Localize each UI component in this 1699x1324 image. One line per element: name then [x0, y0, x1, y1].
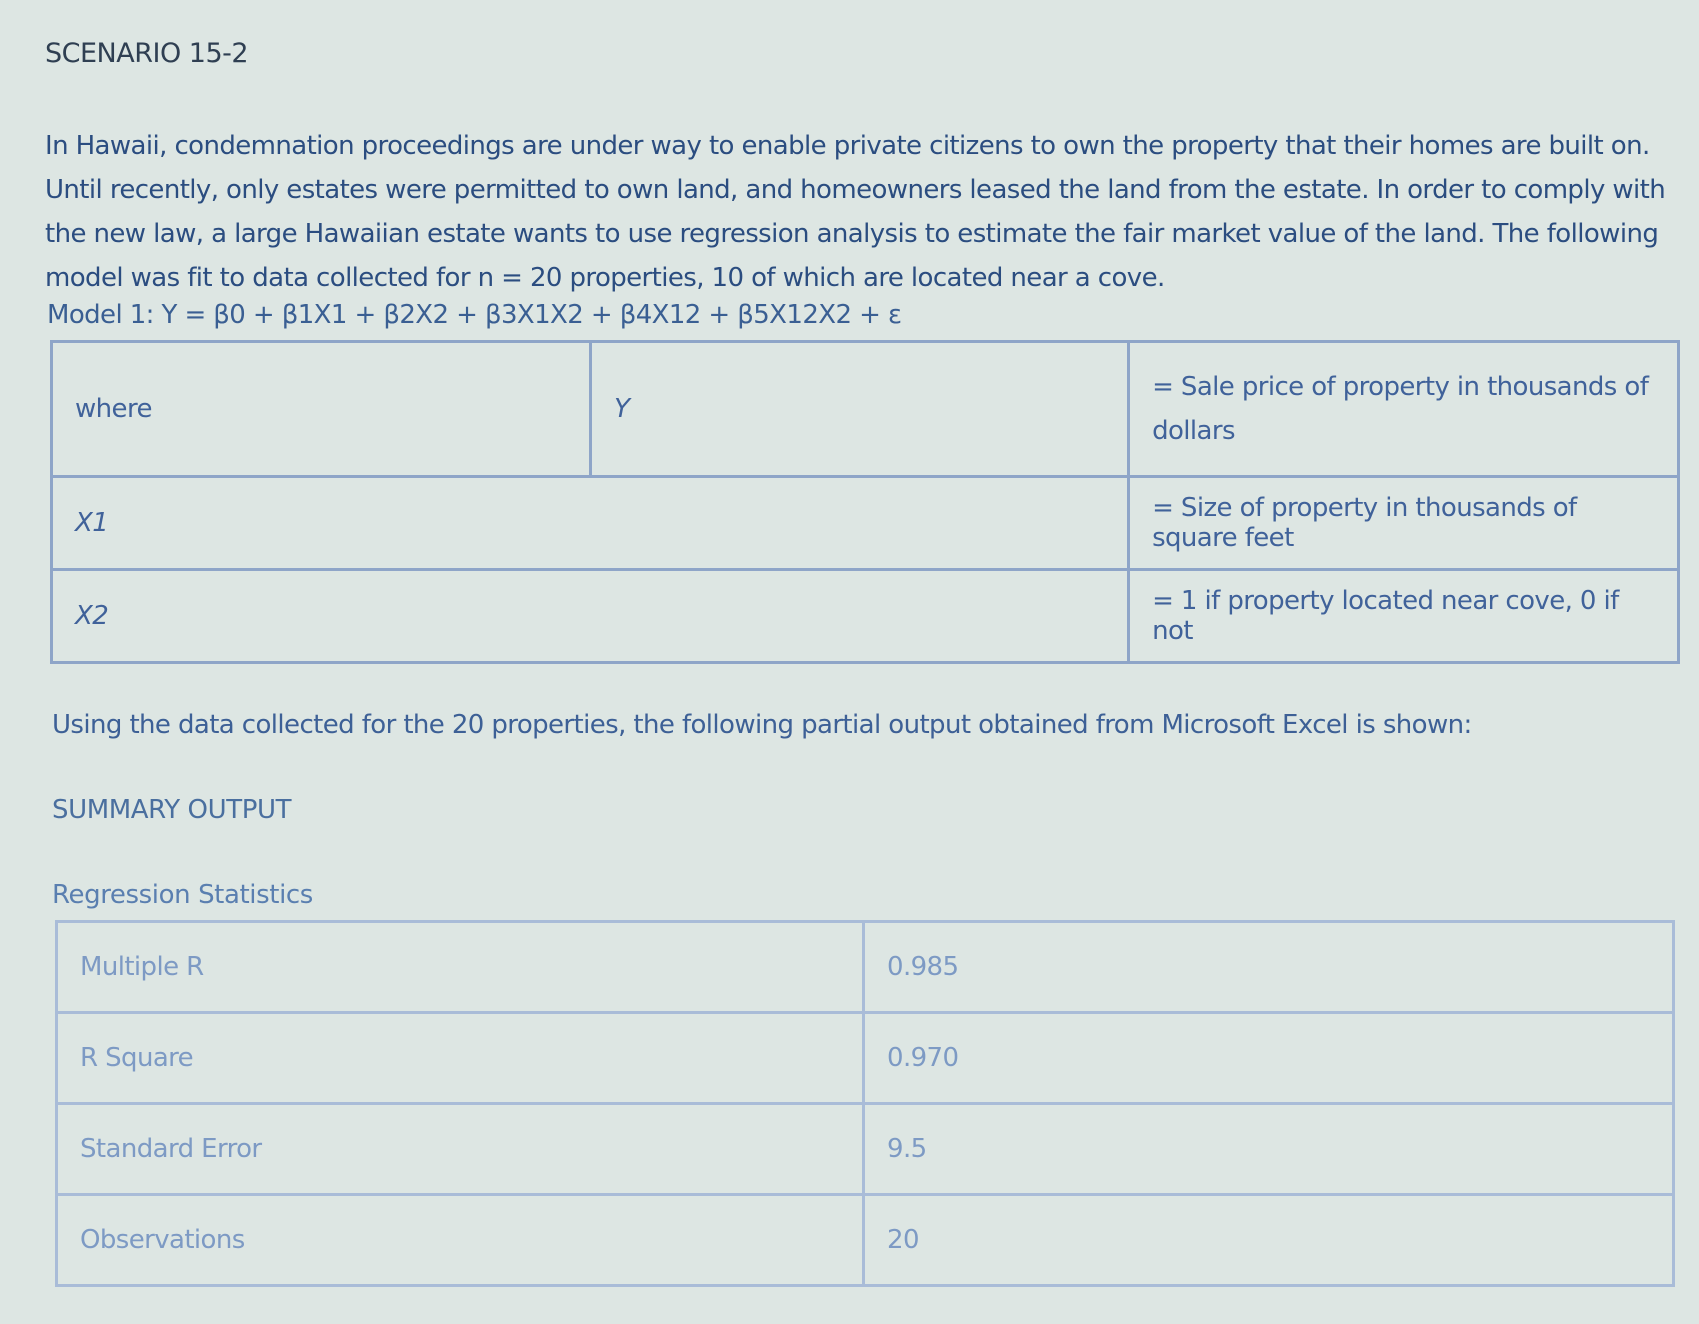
where-label: where — [52, 342, 591, 477]
table-row — [52, 477, 1679, 570]
stat-label: Observations — [57, 1195, 864, 1286]
variable-y-definition: = Sale price of property in thousands of dollars — [1129, 342, 1679, 477]
table-row — [52, 570, 1679, 663]
model-equation: Model 1: Y = β0 + β1X1 + β2X2 + β3X1X2 + β4X12 + β5X12X2 + ε — [47, 300, 902, 330]
stat-label: R Square — [57, 1013, 864, 1104]
summary-output-heading: SUMMARY OUTPUT — [52, 795, 292, 825]
regression-statistics-heading: Regression Statistics — [52, 880, 313, 910]
stat-value: 20 — [864, 1195, 1674, 1286]
table-row — [57, 1195, 1674, 1286]
stat-label: Standard Error — [57, 1104, 864, 1195]
variable-x1: X1 — [52, 477, 1129, 570]
variable-y: Y — [591, 342, 1129, 477]
variable-x2: X2 — [52, 570, 1129, 663]
table-row — [57, 1104, 1674, 1195]
variable-x1-definition: = Size of property in thousands of square feet — [1129, 477, 1679, 570]
table-row — [57, 1013, 1674, 1104]
variable-x2-definition: = 1 if property located near cove, 0 if not — [1129, 570, 1679, 663]
stat-value: 9.5 — [864, 1104, 1674, 1195]
scenario-title: SCENARIO 15-2 — [45, 38, 249, 69]
table-row — [57, 922, 1674, 1013]
variable-definitions-table — [50, 340, 1680, 664]
table-row — [52, 342, 1679, 477]
stat-label: Multiple R — [57, 922, 864, 1013]
stat-value: 0.970 — [864, 1013, 1674, 1104]
regression-statistics-table — [55, 920, 1675, 1287]
stat-value: 0.985 — [864, 922, 1674, 1013]
intro-paragraph: In Hawaii, condemnation proceedings are under way to enable private citizens to own the property that their homes are built on. Until recently, only estates were permitted to own land, and homeowners leased the land from the estate. In order to comply with the new law, a large Hawaiian estate wants to use regression analysis to estimate the fair market value of the land. The following model was fit to data collected for n = 20 properties, 10 of which are located near a cove. — [45, 131, 1666, 293]
excel-output-intro: Using the data collected for the 20 properties, the following partial output obtained from Microsoft Excel is shown: — [52, 710, 1472, 740]
